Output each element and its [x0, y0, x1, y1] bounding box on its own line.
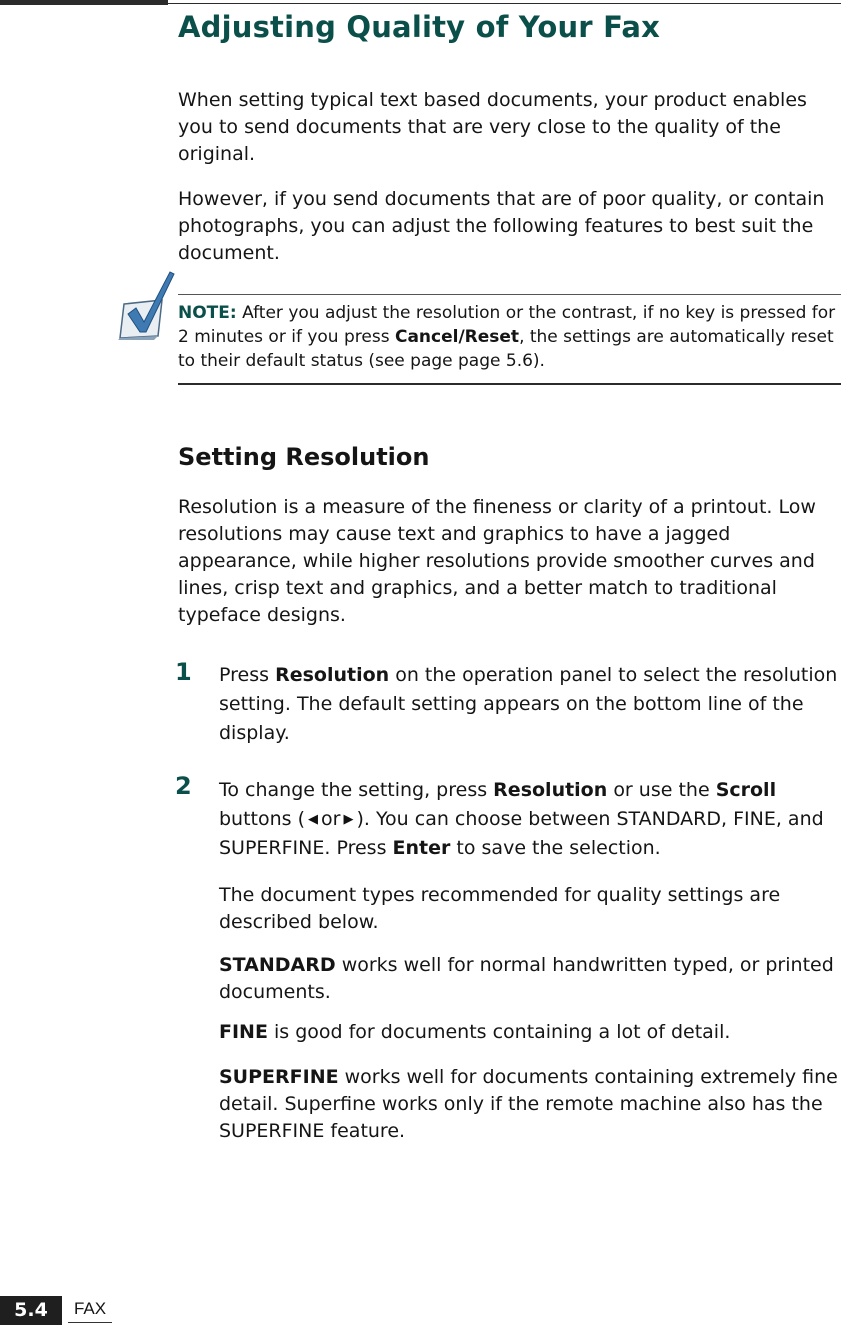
intro-paragraph-2: However, if you send documents that are of poor quality, or contain photographs, you can adjust the following features to best suit the document. [178, 188, 825, 264]
section-paragraph: Resolution is a measure of the fineness or clarity of a printout. Low resolutions may cause text and graphics to have a jagged appearance, while higher resolutions provide smoother curves and lines, crisp text and graphics, and a better match to traditional typeface designs. [178, 496, 816, 626]
step-1-text [219, 661, 841, 748]
intro-paragraph-1: When setting typical text based documents, your product enables you to send documents that are very close to the quality of the original. [178, 89, 807, 165]
note-text [178, 301, 841, 373]
mode-superfine [219, 1064, 841, 1145]
step-1-key: Resolution [275, 664, 390, 686]
step-1-pre: Press [219, 664, 270, 686]
step-2-end: to save the selection. [456, 837, 661, 859]
page-title: Adjusting Quality of Your Fax [178, 10, 661, 44]
right-arrow-icon: ▶ [343, 812, 354, 827]
note-text-before: After you adjust the resolution or the contrast, if no key is pressed for 2 minutes or if you press [178, 303, 836, 347]
mode-fine-desc: is good for documents containing a lot of detail. [273, 1021, 731, 1043]
note-label: NOTE: [178, 303, 237, 323]
step-2-buttons-pre: buttons ( [219, 808, 306, 830]
left-arrow-icon: ◀ [308, 812, 319, 827]
top-rule-thin [168, 3, 841, 4]
mode-standard [219, 952, 841, 1006]
step-2-pre: To change the setting, press [219, 779, 488, 801]
checkmark-note-icon [118, 270, 178, 340]
step-2-key-scroll: Scroll [715, 779, 777, 801]
mode-standard-desc: works well for normal handwritten typed, or printed documents. [219, 954, 834, 1003]
footer-chapter-label: FAX [68, 1296, 112, 1323]
mode-fine-name: FINE [219, 1021, 268, 1043]
step-2-mid: or use the [613, 779, 710, 801]
note-key-cancel-reset: Cancel/Reset [394, 327, 520, 347]
step-2-or: or [321, 808, 341, 830]
note-divider-bottom [178, 383, 841, 385]
mode-superfine-name: SUPERFINE [219, 1066, 339, 1088]
modes-intro: The document types recommended for quality settings are described below. [219, 884, 781, 933]
step-2-key-resolution: Resolution [493, 779, 608, 801]
mode-fine [219, 1019, 841, 1046]
note-divider-top [178, 294, 841, 295]
step-2-number: 2 [175, 772, 192, 800]
step-2-buttons-post: ). You can choose between STANDARD, FINE, and SUPERFINE. Press [219, 808, 824, 859]
top-rule-thick [0, 0, 168, 5]
step-2-key-enter: Enter [392, 837, 451, 859]
step-1-number: 1 [175, 658, 192, 686]
note-text-after: , the settings are automatically reset to their default status (see page page 5.6). [178, 327, 834, 371]
step-2-text [219, 776, 841, 863]
footer-page-number: 5.4 [0, 1296, 62, 1325]
mode-superfine-desc: works well for documents containing extremely fine detail. Superfine works only if the remote machine also has the SUPERFINE feature. [219, 1066, 838, 1142]
section-heading: Setting Resolution [178, 443, 430, 471]
step-1-post: on the operation panel to select the resolution setting. The default setting appears on the bottom line of the display. [219, 664, 838, 744]
mode-standard-name: STANDARD [219, 954, 336, 976]
